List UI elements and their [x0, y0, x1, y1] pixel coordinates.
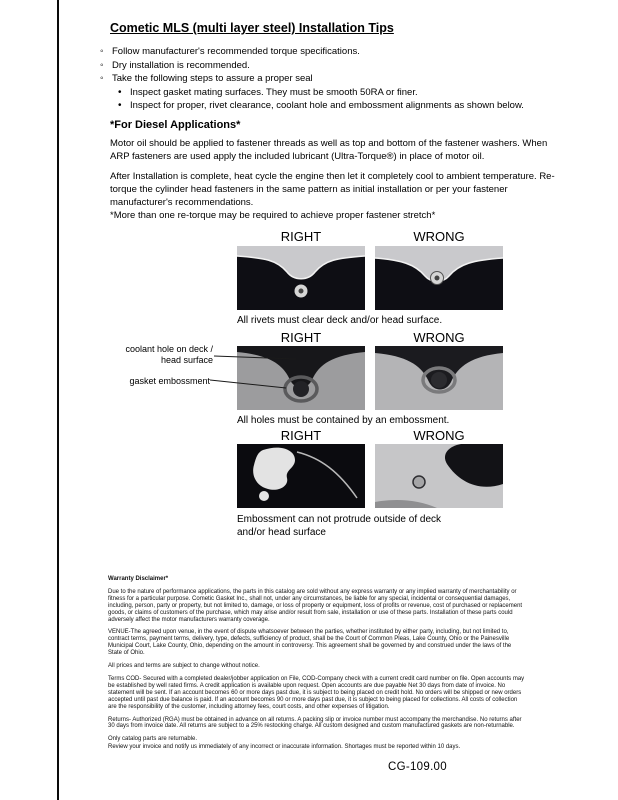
diagram-embossment-right-image [237, 444, 365, 508]
callout-gasket-embossment-label: gasket embossment [129, 376, 210, 386]
wrong-column-label: WRONG [413, 330, 465, 345]
body-paragraph: After Installation is complete, heat cycle the engine then let it completely cool to ambient temperature. Re-torque the cylinder head fasteners in the same pattern as initial installation or per your fastener manufacturer's recommendations. [110, 171, 555, 208]
diagram-holes-wrong-image [375, 346, 503, 410]
tip-sub-item [100, 100, 580, 111]
right-column-label: RIGHT [280, 428, 322, 443]
bullet-icon [118, 87, 130, 98]
tip-sub-item [100, 87, 580, 98]
legal-paragraph: Returns- Authorized (RGA) must be obtained in advance on all returns. A packing slip or invoice number must accompany the merchandise. No returns after 30 days from invoice date. All returns are subject to a 25% restocking charge. All custom designed and custom manufactured gaskets are non-returnable. [108, 716, 522, 730]
diesel-applications-heading: *For Diesel Applications* [110, 119, 241, 131]
right-column-label: RIGHT [280, 229, 322, 244]
open-bullet-icon [100, 60, 112, 71]
tip-text: Inspect gasket mating surfaces. They must be smooth 50RA or finer. [130, 86, 418, 98]
body-paragraph: *More than one re-torque may be required to achieve proper fastener stretch* [110, 210, 436, 221]
open-bullet-icon [100, 73, 112, 84]
legal-paragraph: Due to the nature of performance applications, the parts in this catalog are sold without any express warranty or any implied warranty of merchantability or fitness for a particular purpose. Cometic Gasket Inc., shall not, under any circumstances, be liable for any special, incidental or consequential damages, including, person, party or property, but not limited to, damage, or loss of property or equipment, loss of profits or revenue, cost of purchased or replacement goods, or claims of customers of the purchase, which may arise and/or result from sale, installation or use of these parts. Installation of these parts could adversely affect the motor manufacturers warranty coverage. [108, 588, 523, 623]
tip-item [100, 60, 580, 71]
right-column-label: RIGHT [280, 330, 322, 345]
tip-text: Dry installation is recommended. [112, 59, 250, 71]
legal-paragraph: Terms COD- Secured with a completed dealer/jobber application on File, COD-Company check with a current credit card number on file. Open accounts may be established by well rated firms. A credit application is available upon request. Open accounts are due payable Net 30 days from date of invoice. No statement will be sent. If an account becomes 60 or more days past due, it is subject to being placed on credit hold. No orders will be shipped or new orders accepted until past due balance is paid. If an account becomes 90 or more days past due, it is subject to being placed for collections. All costs of collection are the responsibility of the customer, including attorney fees, court costs, and other expenses of litigation. [108, 675, 525, 710]
diagram-caption-embossment: Embossment can not protrude outside of deck and/or head surface [237, 514, 442, 538]
diagram-caption-rivets: All rivets must clear deck and/or head surface. [237, 315, 443, 326]
wrong-column-label: WRONG [413, 428, 465, 443]
legal-paragraph: VENUE-The agreed upon venue, in the event of dispute whatsoever between the parties, whether instituted by either party, including, but not limited to, contract terms, payment terms, delivery, type, defects, sufficiency of product, shall be the Court of Common Pleas, Lake County, Ohio or the Painesville Municipal Court, Lake County, Ohio, depending on the amount in controversy. This agreement shall be governed by and construed under the laws of the State of Ohio. [108, 629, 512, 657]
page-code: CG-109.00 [388, 761, 447, 773]
open-bullet-icon [100, 46, 112, 57]
legal-section [108, 576, 526, 757]
holes-wrong-graphic [375, 346, 503, 410]
tip-text: Follow manufacturer's recommended torque specifications. [112, 46, 360, 57]
diagram-caption-holes: All holes must be contained by an embossment. [237, 415, 450, 426]
embossment-wrong-graphic [375, 444, 503, 508]
wrong-column-label: WRONG [413, 229, 465, 244]
body-paragraph: Motor oil should be applied to fastener threads as well as top and bottom of the fastener washers. When ARP fasteners are used apply the included lubricant (Ultra-Torque®) in place of motor oil. [110, 138, 548, 162]
diagram-embossment-wrong-image [375, 444, 503, 508]
page-title: Cometic MLS (multi layer steel) Installation Tips [110, 21, 394, 35]
legal-paragraph: All prices and terms are subject to change without notice. [108, 663, 260, 670]
callout-pointer-lines [208, 344, 300, 396]
bullet-icon [118, 100, 130, 111]
tip-text: Take the following steps to assure a proper seal [112, 73, 313, 84]
tip-text: Inspect for proper, rivet clearance, coolant hole and embossment alignments as shown below. [130, 100, 524, 111]
left-margin-rule [57, 0, 59, 800]
diagram-rivet-right-image [237, 246, 365, 310]
diagram-rivet-wrong-image [375, 246, 503, 310]
legal-heading: Warranty Disclaimer* [108, 576, 169, 582]
tips-list [100, 46, 580, 114]
rivet-wrong-graphic [375, 246, 503, 310]
tip-item [100, 46, 580, 57]
tip-item [100, 73, 580, 84]
callout-coolant-hole-label: coolant hole on deck / head surface [125, 344, 213, 365]
rivet-right-graphic [237, 246, 365, 310]
legal-paragraph: Review your invoice and notify us immediately of any incorrect or inaccurate information. Shortages must be reported within 10 days. [108, 744, 461, 751]
embossment-right-graphic [237, 444, 365, 508]
legal-paragraph: Only catalog parts are returnable. [108, 736, 198, 743]
